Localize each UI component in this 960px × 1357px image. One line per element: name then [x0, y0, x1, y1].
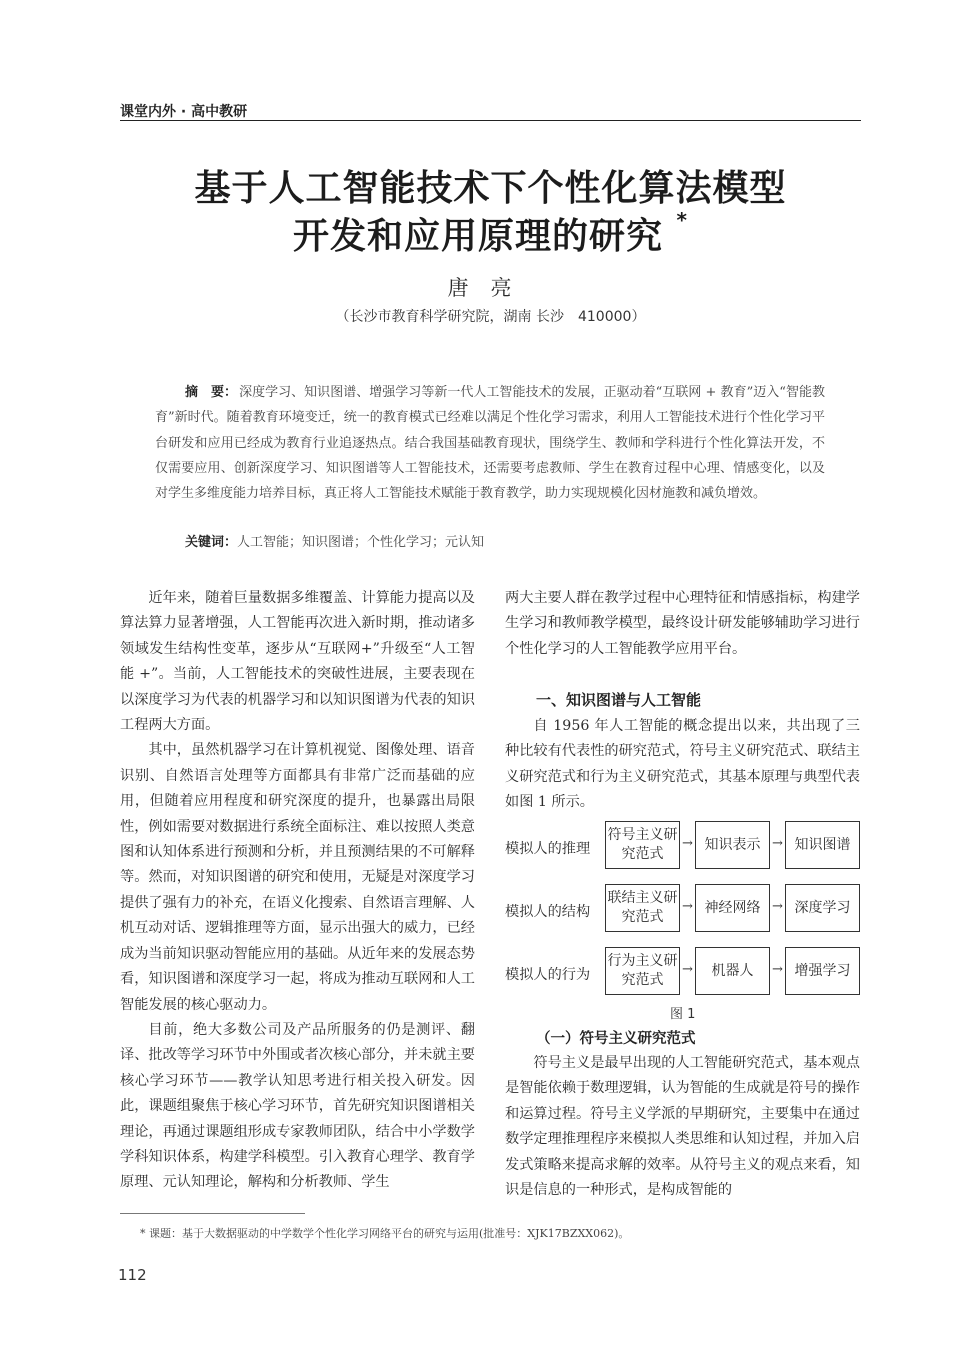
footnote-rule: [120, 1213, 305, 1214]
body-paragraph: 其中，虽然机器学习在计算机视觉、图像处理、语音识别、自然语言处理等方面都具有非常广泛而基础的应用，但随着应用程度和研究深度的提升，也暴露出局限性，例如需要对数据进行系统全面标注、难以按照人类意图和认知体系进行预测和分析，并且预测结果的不可解释等。然而，对知识图谱的研究和使用，无疑是对深度学习提供了强有力的补充，在语义化搜索、自然语言理解、人机互动对话、逻辑推理等方面，显示出强大的威力，已经成为当前知识驱动智能应用的基础。从近年来的发展态势看，知识图谱和深度学习一起，将成为推动互联网和人工智能发展的核心驱动力。: [120, 742, 475, 1013]
abstract-text: 深度学习、知识图谱、增强学习等新一代人工智能技术的发展，正驱动着“互联网 + 教育”迈入“智能教育”新时代。随着教育环境变迁，统一的教育模式已经难以满足个性化学习需求，利用人工智能技术进行个性化学习平台研发和应用已经成为教育行业追逐热点。结合我国基础教育现状，围绕学生、教师和学科进行个性化算法开发，不仅需要应用、创新深度学习、知识图谱等人工智能技术，还需要考虑教师、学生在教育过程中心理、情感变化，以及对学生多维度能力培养目标，真正将人工智能技术赋能于教育教学，助力实现规模化因材施教和减负增效。: [155, 385, 825, 502]
figure-step-box: 知识表示: [695, 821, 770, 869]
section-1-text: [505, 714, 860, 816]
header-rule: [120, 120, 861, 121]
figure-1-diagram: [505, 818, 865, 1008]
body-paragraph-continued: 两大主要人群在教学过程中心理特征和情感指标，构建学生学习和教师教学模型，最终设计研发能够辅助学习进行个性化学习的人工智能教学应用平台。: [505, 590, 860, 657]
keywords-label: 关键词：: [185, 535, 238, 550]
figure-arrow: →: [682, 962, 693, 977]
figure-row-label: 模拟人的推理: [505, 841, 591, 857]
figure-result-box: 增强学习: [785, 947, 860, 995]
left-column: [120, 586, 475, 1196]
figure-step-box: 机器人: [695, 947, 770, 995]
figure-arrow: →: [682, 899, 693, 914]
abstract-label: 摘 要：: [185, 385, 238, 400]
right-column-top: [505, 586, 860, 662]
figure-arrow: →: [682, 836, 693, 851]
author-affiliation: （长沙市教育科学研究院，湖南 长沙 410000）: [335, 309, 646, 325]
subsection-text: [505, 1051, 860, 1203]
figure-step-box: 神经网络: [695, 884, 770, 932]
figure-paradigm-box: 符号主义研究范式: [605, 821, 680, 869]
journal-section-label: 课堂内外 · 高中教研: [120, 104, 248, 120]
figure-caption: 图 1: [670, 1007, 696, 1022]
figure-paradigm-box: 行为主义研究范式: [605, 947, 680, 995]
body-paragraph: 自 1956 年人工智能的概念提出以来，共出现了三种比较有代表性的研究范式，符号主义研究范式、联结主义研究范式和行为主义研究范式，其基本原理与典型代表如图 1 所示。: [505, 718, 860, 811]
article-title-line-2-text: 开发和应用原理的研究: [292, 216, 663, 257]
author-name: 唐亮: [447, 276, 534, 300]
article-title-line-2: [120, 208, 861, 259]
section-heading: 一、知识图谱与人工智能: [536, 691, 702, 709]
body-paragraph: 符号主义是最早出现的人工智能研究范式，基本观点是智能依赖于数理逻辑，认为智能的生成就是符号的操作和运算过程。符号主义学派的早期研究，主要集中在通过数学定理推理程序来模拟人类思维和认知过程，并加入启发式策略来提高求解的效率。从符号主义的观点来看，知识是信息的一种形式，是构成智能的: [505, 1055, 860, 1199]
figure-arrow: →: [772, 962, 783, 977]
abstract: [155, 380, 825, 506]
figure-arrow: →: [772, 836, 783, 851]
figure-result-box: 深度学习: [785, 884, 860, 932]
figure-arrow: →: [772, 899, 783, 914]
footnote: * 课题：基于大数据驱动的中学数学个性化学习网络平台的研究与运用(批准号：XJK17BZXX062)。: [140, 1227, 630, 1240]
figure-result-box: 知识图谱: [785, 821, 860, 869]
figure-paradigm-box: 联结主义研究范式: [605, 884, 680, 932]
keywords: [185, 531, 825, 550]
page-number: 112: [118, 1266, 147, 1284]
article-title-line-1: 基于人工智能技术下个性化算法模型: [194, 168, 787, 209]
body-paragraph: 近年来，随着巨量数据多维覆盖、计算能力提高以及算法算力显著增强，人工智能再次进入新时期，推动诸多领域发生结构性变革，逐步从“互联网+”升级至“人工智能 +”。当前，人工智能技术的突破性进展，主要表现在以深度学习为代表的机器学习和以知识图谱为代表的知识工程两大方面。: [120, 590, 475, 734]
subsection-heading: （一）符号主义研究范式: [536, 1031, 696, 1047]
title-footnote-mark: *: [676, 208, 689, 232]
keywords-text: 人工智能；知识图谱；个性化学习；元认知: [237, 535, 485, 550]
figure-row-label: 模拟人的结构: [505, 904, 591, 920]
figure-row-label: 模拟人的行为: [505, 967, 591, 983]
body-paragraph: 目前，绝大多数公司及产品所服务的仍是测评、翻译、批改等学习环节中外围或者次核心部分，并未就主要核心学习环节——教学认知思考进行相关投入研发。因此，课题组聚焦于核心学习环节，首先研究知识图谱相关理论，再通过课题组形成专家教师团队，结合中小学数学学科知识体系，构建学科模型。引入教育心理学、教育学原理、元认知理论，解构和分析教师、学生: [120, 1021, 475, 1191]
